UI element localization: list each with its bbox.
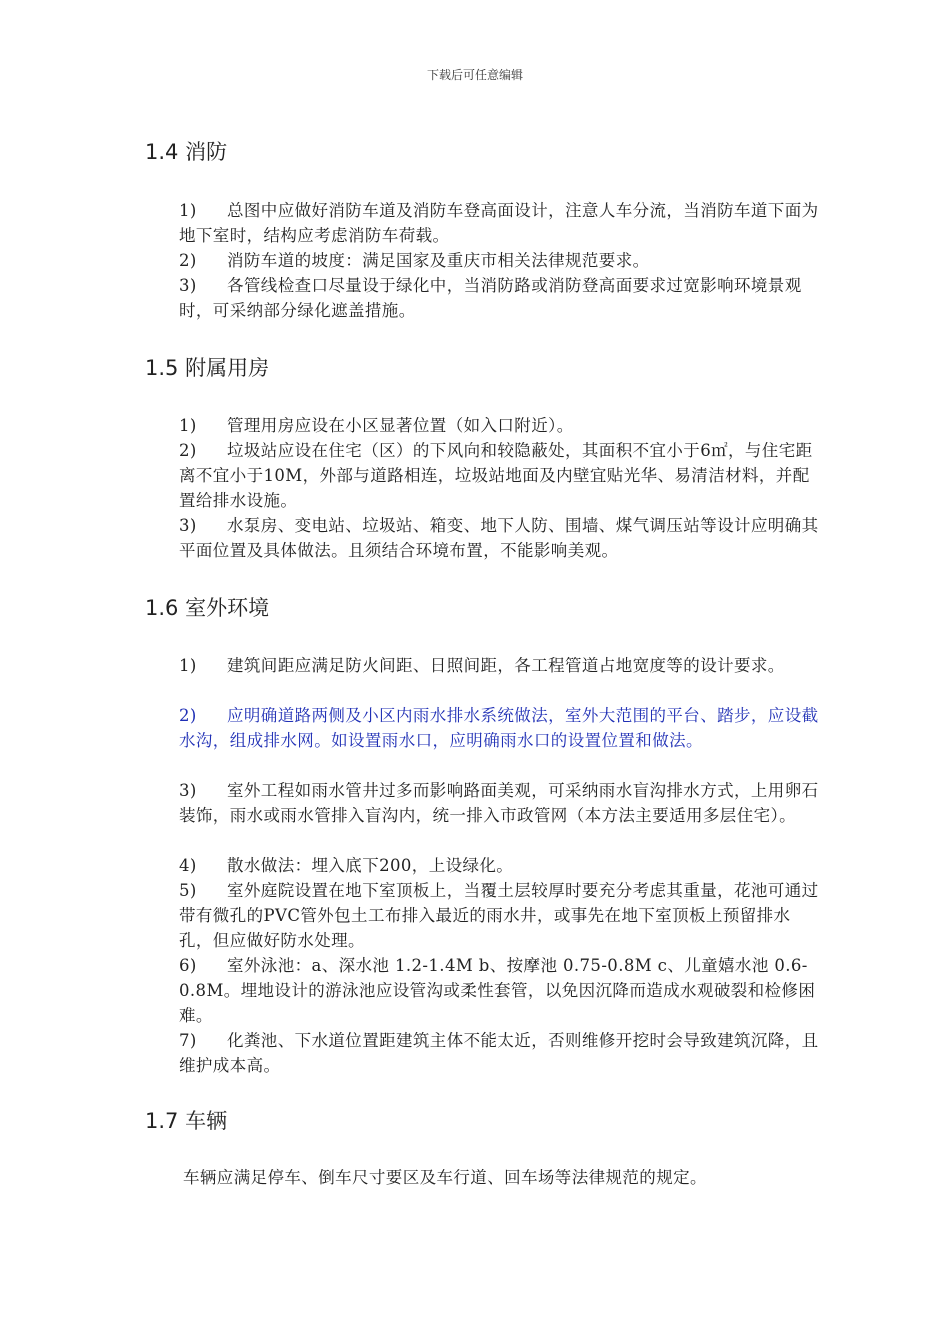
section-title-1-7: 1.7 车辆 bbox=[145, 1109, 228, 1133]
list-item bbox=[179, 413, 819, 438]
item-number: 4) bbox=[179, 856, 197, 875]
item-text: 水泵房、变电站、垃圾站、箱变、地下人防、围墙、煤气调压站等设计应明确其平面位置及具体做法。且须结合环境布置，不能影响美观。 bbox=[179, 516, 819, 560]
item-number: 2) bbox=[179, 441, 197, 460]
item-text: 消防车道的坡度：满足国家及重庆市相关法律规范要求。 bbox=[227, 251, 650, 270]
item-number: 5) bbox=[179, 881, 197, 900]
item-number: 3) bbox=[179, 781, 197, 800]
list-item-highlighted bbox=[179, 703, 819, 753]
section-title-1-5: 1.5 附属用房 bbox=[145, 356, 270, 380]
item-text: 应明确道路两侧及小区内雨水排水系统做法，室外大范围的平台、踏步，应设截水沟，组成排水网。如设置雨水口，应明确雨水口的设置位置和做法。 bbox=[179, 706, 819, 750]
item-text: 化粪池、下水道位置距建筑主体不能太近，否则维修开挖时会导致建筑沉降，且维护成本高。 bbox=[179, 1031, 819, 1075]
item-number: 7) bbox=[179, 1031, 197, 1050]
list-item bbox=[179, 778, 819, 828]
item-number: 6) bbox=[179, 956, 197, 975]
item-text: 建筑间距应满足防火间距、日照间距，各工程管道占地宽度等的设计要求。 bbox=[227, 656, 785, 675]
item-text: 管理用房应设在小区显著位置（如入口附近）。 bbox=[227, 416, 574, 435]
item-text: 车辆应满足停车、倒车尺寸要区及车行道、回车场等法律规范的规定。 bbox=[183, 1168, 707, 1187]
list-item bbox=[179, 248, 819, 273]
list-item bbox=[179, 853, 819, 878]
item-number: 1) bbox=[179, 656, 197, 675]
item-text: 各管线检查口尽量设于绿化中，当消防路或消防登高面要求过宽影响环境景观时，可采纳部分绿化遮盖措施。 bbox=[179, 276, 802, 320]
list-item bbox=[179, 653, 819, 678]
list-item bbox=[179, 513, 819, 563]
list-item bbox=[179, 953, 819, 1028]
item-text: 散水做法：埋入底下200，上设绿化。 bbox=[227, 856, 514, 875]
list-item bbox=[179, 273, 819, 323]
item-number: 3) bbox=[179, 516, 197, 535]
item-number: 1) bbox=[179, 416, 197, 435]
section-title-1-4: 1.4 消防 bbox=[145, 140, 228, 164]
list-item bbox=[179, 1028, 819, 1078]
item-text: 室外庭院设置在地下室顶板上，当覆土层较厚时要充分考虑其重量，花池可通过带有微孔的PVC管外包土工布排入最近的雨水井，或事先在地下室顶板上预留排水孔，但应做好防水处理。 bbox=[179, 881, 819, 950]
item-text: 垃圾站应设在住宅（区）的下风向和较隐蔽处，其面积不宜小于6㎡，与住宅距离不宜小于10M，外部与道路相连，垃圾站地面及内壁宜贴光华、易清洁材料，并配置给排水设施。 bbox=[179, 441, 813, 510]
item-number: 2) bbox=[179, 706, 197, 725]
item-number: 3) bbox=[179, 276, 197, 295]
section-title-1-6: 1.6 室外环境 bbox=[145, 596, 270, 620]
item-number: 1) bbox=[179, 201, 197, 220]
list-item bbox=[179, 198, 819, 248]
list-item bbox=[179, 878, 819, 953]
item-number: 2) bbox=[179, 251, 197, 270]
item-text: 室外泳池：a、深水池 1.2-1.4M b、按摩池 0.75-0.8M c、儿童嬉水池 0.6-0.8M。埋地设计的游泳池应设管沟或柔性套管，以免因沉降而造成水观破裂和检修困难。 bbox=[179, 956, 816, 1025]
header-note: 下载后可任意编辑 bbox=[426, 68, 523, 82]
list-item bbox=[179, 438, 819, 513]
item-text: 室外工程如雨水管井过多而影响路面美观，可采纳雨水盲沟排水方式，上用卵石装饰，雨水或雨水管排入盲沟内，统一排入市政管网（本方法主要适用多层住宅）。 bbox=[179, 781, 819, 825]
paragraph bbox=[183, 1165, 823, 1190]
item-text: 总图中应做好消防车道及消防车登高面设计，注意人车分流，当消防车道下面为地下室时，结构应考虑消防车荷载。 bbox=[179, 201, 819, 245]
